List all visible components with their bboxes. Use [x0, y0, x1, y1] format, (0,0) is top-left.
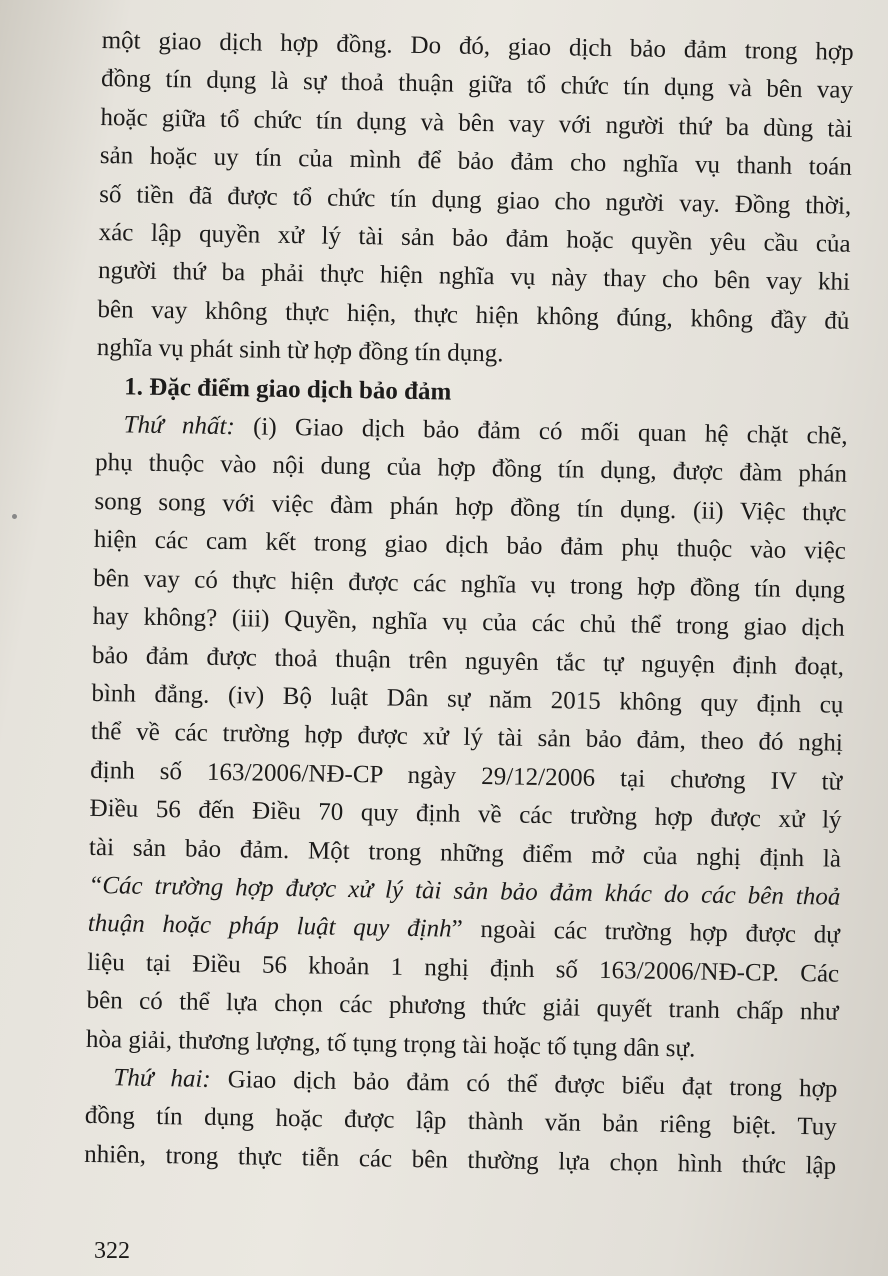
text-line: hoặc giữa tổ chức tín dụng và bên vay với người thứ ba dùng tài [100, 103, 853, 143]
text-line: song song với việc đàm phán hợp đồng tín dụng. (ii) Việc thực [94, 487, 847, 527]
text-line: một giao dịch hợp đồng. Do đó, giao dịch bảo đảm trong hợp [101, 26, 854, 66]
text-line: hay không? (iii) Quyền, nghĩa vụ của các chủ thể trong giao dịch [92, 603, 845, 642]
text-line: Điều 56 đến Điều 70 quy định về các trường hợp được xử lý [89, 795, 842, 834]
text-line: số tiền đã được tổ chức tín dụng giao cho người vay. Đồng thời, [99, 180, 852, 220]
text-line: phụ thuộc vào nội dung của hợp đồng tín dụng, được đàm phán [94, 449, 848, 489]
para-label-first: Thứ nhất: [123, 411, 235, 441]
page-number: 322 [94, 1238, 130, 1264]
text-line: hiện các cam kết trong giao dịch bảo đảm phụ thuộc vào việc [93, 526, 846, 566]
text-line: bình đẳng. (iv) Bộ luật Dân sự năm 2015 không quy định cụ [91, 679, 844, 719]
text-line: người thứ ba phải thực hiện nghĩa vụ này thay cho bên vay khi [97, 257, 851, 297]
quote-text: “Các trường hợp được xử lý tài sản bảo đảm khác do các bên thoả [88, 871, 841, 911]
text-line: bên vay không thực hiện, thực hiện không đúng, không đầy đủ [97, 295, 850, 335]
text-line: thể về các trường hợp được xử lý tài sản bảo đảm, theo đó nghị [90, 718, 843, 758]
section-heading: 1. Đặc điểm giao dịch bảo đảm [124, 373, 452, 406]
text-line: liệu tại Điều 56 khoản 1 nghị định số 163/2006/NĐ-CP. Các [87, 948, 840, 988]
quote-text: thuận hoặc pháp luật quy định [87, 910, 452, 943]
page-text [84, 22, 854, 1186]
text-run: Giao dịch bảo đảm có thể được biểu đạt trong hợp [210, 1065, 838, 1103]
text-line: định số 163/2006/NĐ-CP ngày 29/12/2006 tại chương IV từ [90, 756, 843, 796]
text-line: nhiên, trong thực tiễn các bên thường lựa chọn hình thức lập [84, 1140, 837, 1180]
text-line: xác lập quyền xử lý tài sản bảo đảm hoặc quyền yêu cầu của [98, 219, 851, 258]
text-line: nghĩa vụ phát sinh từ hợp đồng tín dụng. [96, 334, 504, 368]
page-speck [12, 514, 17, 519]
text-run: (i) Giao dịch bảo đảm có mối quan hệ chặt chẽ, [234, 413, 848, 450]
text-line: hòa giải, thương lượng, tố tụng trọng tài hoặc tố tụng dân sự. [85, 1025, 696, 1063]
text-line: đồng tín dụng hoặc được lập thành văn bản riêng biệt. Tuy [84, 1102, 837, 1142]
text-line: sản hoặc uy tín của mình để bảo đảm cho nghĩa vụ thanh toán [99, 142, 853, 182]
text-line: bảo đảm được thoả thuận trên nguyên tắc tự nguyện định đoạt, [91, 641, 845, 681]
text-line: đồng tín dụng là sự thoả thuận giữa tổ chức tín dụng và bên vay [100, 65, 854, 105]
text-line: bên vay có thực hiện được các nghĩa vụ trong hợp đồng tín dụng [93, 564, 846, 604]
text-line: bên có thể lựa chọn các phương thức giải quyết tranh chấp như [86, 987, 839, 1026]
para-label-second: Thứ hai: [113, 1064, 211, 1093]
text-line: tài sản bảo đảm. Một trong những điểm mở của nghị định là [88, 833, 842, 873]
text-run: ” ngoài các trường hợp được dự [451, 915, 840, 950]
